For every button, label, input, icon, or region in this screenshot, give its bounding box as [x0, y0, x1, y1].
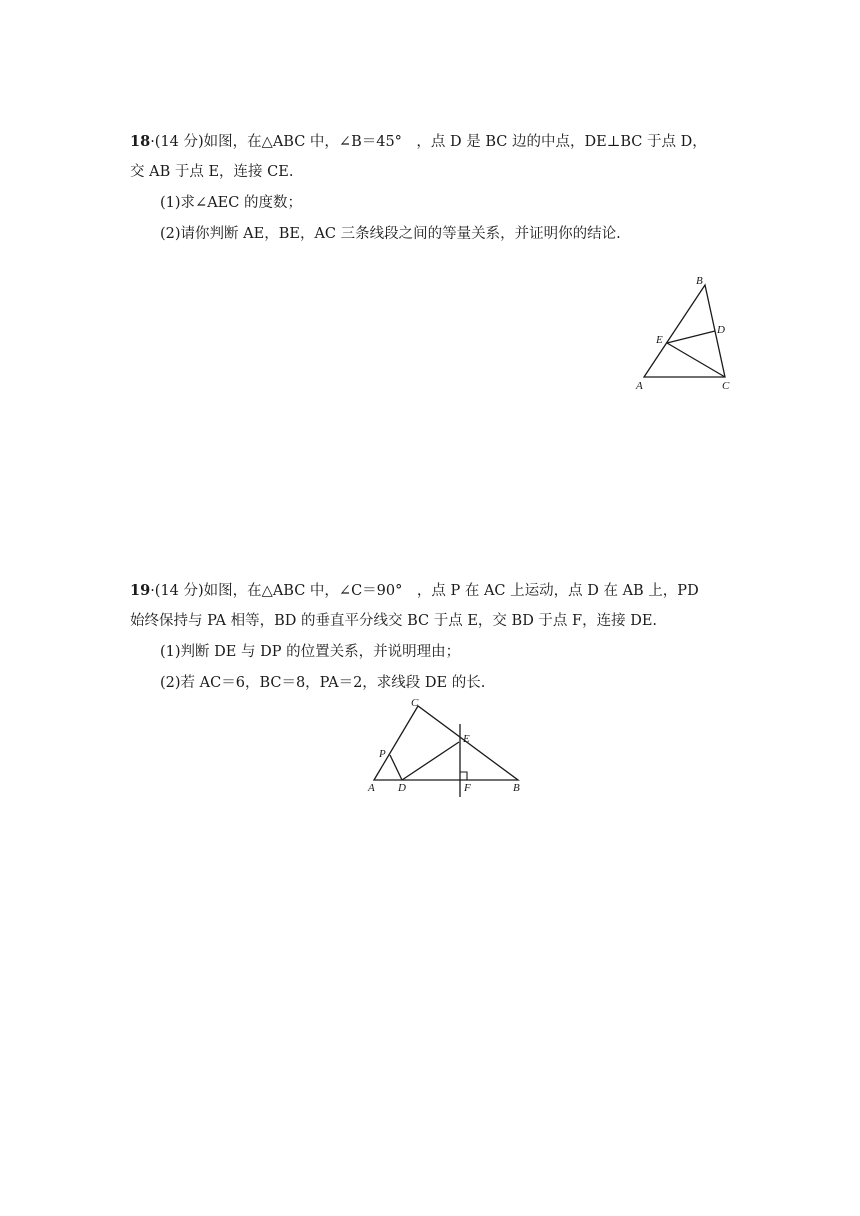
label-d: D	[717, 324, 725, 336]
problem-18-question-1: (1)求∠AEC 的度数；	[160, 195, 302, 211]
label-e: E	[463, 733, 470, 745]
problem-19-line-2: 始终保持与 PA 相等，BD 的垂直平分线交 BC 于点 E，交 BD 于点 F，连接 DE.	[130, 613, 658, 629]
problem-18	[130, 126, 740, 250]
problem-19-number: 19	[130, 582, 151, 599]
label-d: D	[398, 782, 406, 794]
label-a: A	[368, 782, 375, 794]
label-c: C	[722, 380, 730, 392]
problem-18-question-2: (2)请你判断 AE，BE，AC 三条线段之间的等量关系，并证明你的结论.	[160, 226, 621, 242]
label-e: E	[656, 334, 663, 346]
label-f: F	[464, 782, 471, 794]
segment-ce	[667, 343, 725, 377]
problem-18-statement-start: ·(14 分)如图，在△ABC 中，∠B＝45° ，点 D 是 BC 边的中点，DE⊥BC 于点 D，	[150, 134, 707, 150]
problem-19-question-1: (1)判断 DE 与 DP 的位置关系，并说明理由；	[160, 644, 461, 660]
problem-19-statement-start: ·(14 分)如图，在△ABC 中，∠C＝90° ，点 P 在 AC 上运动，点 D 在 AB 上，PD	[150, 583, 699, 599]
label-b: B	[696, 275, 703, 287]
triangle-abc	[374, 706, 518, 780]
problem-18-figure	[620, 265, 750, 400]
problem-19-question-2: (2)若 AC＝6，BC＝8，PA＝2，求线段 DE 的长.	[160, 675, 486, 691]
problem-19	[130, 575, 740, 699]
right-angle-mark	[460, 772, 467, 780]
label-p: P	[379, 748, 386, 760]
label-b: B	[513, 782, 520, 794]
problem-18-line-1	[130, 126, 740, 157]
segment-de	[667, 331, 715, 343]
problem-19-line-1	[130, 575, 740, 606]
problem-18-number: 18	[130, 133, 151, 150]
segment-pd	[390, 755, 402, 780]
problem-18-line-2: 交 AB 于点 E，连接 CE.	[130, 164, 294, 180]
label-c: C	[411, 697, 419, 709]
label-a: A	[636, 380, 643, 392]
problem-19-figure	[360, 696, 530, 801]
segment-de	[402, 742, 459, 780]
